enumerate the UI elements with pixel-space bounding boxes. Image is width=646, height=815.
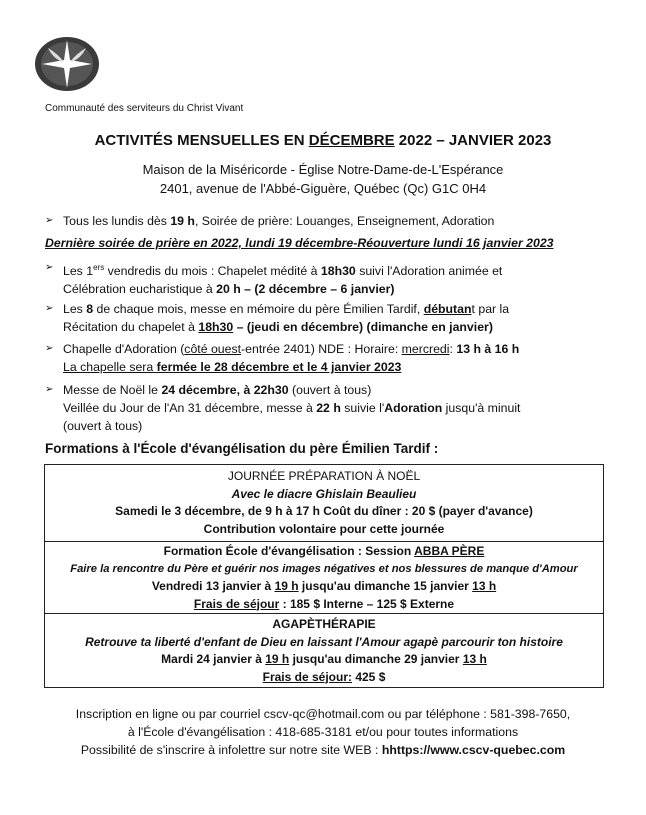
dove-cross-logo-icon: [34, 36, 100, 92]
arrow-bullet-icon: ➢: [45, 343, 54, 354]
activity-christmas: ➢ Messe de Noël le 24 décembre, à 22h30 (ouvert à tous) Veillée du Jour de l'An 31 décembre, messe à 22 h suivie l'Adoration jusqu'à minuit (ouvert à tous): [45, 383, 521, 433]
formation-christmas-day: JOURNÉE PRÉPARATION À NOËL Avec le diacre Ghislain Beaulieu Samedi le 3 décembre, de 9 h à 17 h Coût du dîner : 20 $ (payer d'avance) Contribution volontaire pour cette journée: [44, 464, 604, 542]
activity-monthly-mass: ➢ Les 8 de chaque mois, messe en mémoire du père Émilien Tardif, débutant par la Récitation du chapelet à 18h30 – (jeudi en décembre) (dimanche en janvier): [45, 302, 510, 334]
formation-abba-pere: Formation École d'évangélisation : Session ABBA PÈRE Faire la rencontre du Père et guérir nos images négatives et nos blessures de manque d'Amour Vendredi 13 janvier à 19 h jusqu'au dimanche 15 janvier 13 h Frais de séjour : 185 $ Interne – 125 $ Externe: [44, 540, 604, 614]
page-title: ACTIVITÉS MENSUELLES EN DÉCEMBRE 2022 – JANVIER 2023: [94, 132, 552, 149]
venue-address: [0, 160, 646, 198]
arrow-bullet-icon: ➢: [45, 215, 54, 226]
arrow-bullet-icon: ➢: [45, 384, 54, 395]
arrow-bullet-icon: ➢: [45, 303, 54, 314]
website-link[interactable]: hhttps://www.cscv-quebec.com: [381, 743, 566, 757]
formations-heading: Formations à l'École d'évangélisation du père Émilien Tardif :: [45, 441, 439, 456]
activity-mondays: ➢ Tous les lundis dès 19 h, Soirée de prière: Louanges, Enseignement, Adoration: [45, 214, 495, 228]
activity-fridays: ➢ Les 1ers vendredis du mois : Chapelet médité à 18h30 suivi l'Adoration animée et Célébration eucharistique à 20 h – (2 décembre – 6 janvier): [45, 259, 615, 298]
organization-name: Communauté des serviteurs du Christ Vivant: [45, 103, 244, 114]
activity-chapel: ➢ Chapelle d'Adoration (côté ouest-entrée 2401) NDE : Horaire: mercredi: 13 h à 16 h La chapelle sera fermée le 28 décembre et le 4 janvier 2023: [45, 342, 520, 374]
closing-notice: Dernière soirée de prière en 2022, lundi 19 décembre-Réouverture lundi 16 janvier 2023: [45, 236, 554, 250]
arrow-bullet-icon: ➢: [45, 262, 54, 273]
venue-name: Maison de la Miséricorde - Église Notre-Dame-de-L'Espérance: [142, 162, 504, 177]
formation-agapetherapie: AGAPÈTHÉRAPIE Retrouve ta liberté d'enfant de Dieu en laissant l'Amour agapè parcourir ton histoire Mardi 24 janvier à 19 h jusqu'au dimanche 29 janvier 13 h Frais de séjour: 425 $: [44, 613, 604, 688]
venue-street: 2401, avenue de l'Abbé-Giguère, Québec (Qc) G1C 0H4: [159, 181, 487, 196]
contact-footer: Inscription en ligne ou par courriel cscv-qc@hotmail.com ou par téléphone : 581-398-7650, à l'École d'évangélisation : 418-685-3181 et/ou pour toutes informations Possibilité de s'inscrire à infolettre sur notre site WEB : hhttps://www.cscv-quebec.com: [75, 707, 571, 757]
